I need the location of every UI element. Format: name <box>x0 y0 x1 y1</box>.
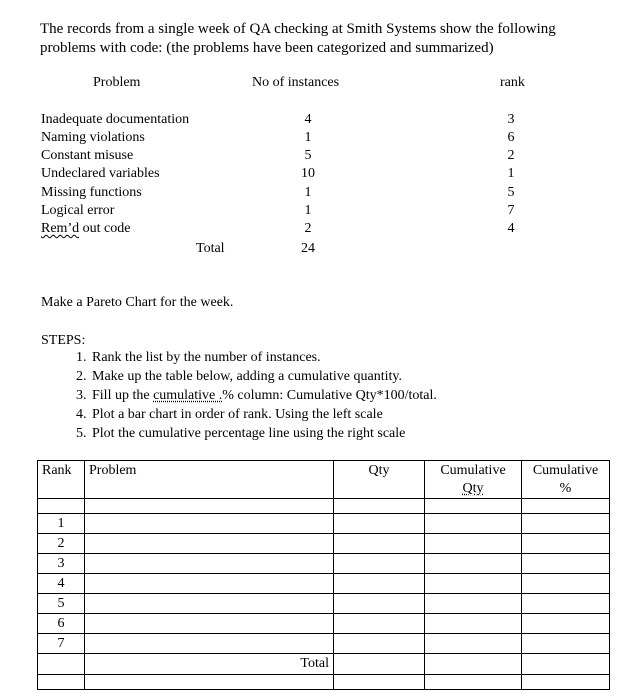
table-cell <box>522 675 610 690</box>
problem-name-part: Rem’d <box>41 221 80 236</box>
table-cell <box>425 514 522 534</box>
step-text: % column: Cumulative Qty*100/total. <box>222 388 437 403</box>
table-cell <box>38 654 85 675</box>
intro-paragraph: The records from a single week of QA checking at Smith Systems show the following problems with code: (the problems have been categorized and summarized) <box>40 21 556 56</box>
instance-count: 1 <box>304 130 312 145</box>
table-cell <box>522 499 610 514</box>
table-cell <box>425 654 522 675</box>
problem-name: Logical error <box>41 203 115 218</box>
rank-value: 5 <box>507 185 515 200</box>
problem-column-header: Problem <box>85 461 334 499</box>
table-cell <box>425 594 522 614</box>
table-cell <box>334 514 425 534</box>
table-cell <box>522 614 610 634</box>
qty-column-header: Qty <box>334 461 425 499</box>
rank-column-header: Rank <box>38 461 85 499</box>
problem-name-part: out code <box>79 221 131 236</box>
pareto-instruction: Make a Pareto Chart for the week. <box>41 295 234 310</box>
table-cell <box>425 554 522 574</box>
problem-name: Inadequate documentation <box>41 112 190 127</box>
problem-name: Naming violations <box>41 130 145 145</box>
table-row <box>38 675 610 690</box>
table-cell <box>522 574 610 594</box>
table-cell <box>522 554 610 574</box>
table-cell <box>85 499 334 514</box>
problem-name: Undeclared variables <box>41 166 160 181</box>
rank-cell: 5 <box>38 594 85 614</box>
table-cell <box>522 514 610 534</box>
table-cell <box>522 634 610 654</box>
table-cell <box>38 499 85 514</box>
table-cell <box>334 675 425 690</box>
table-cell <box>425 534 522 554</box>
problem-name <box>41 221 130 237</box>
table-row <box>38 594 610 614</box>
step-item: 2. Make up the table below, adding a cumulative quantity. <box>90 367 437 386</box>
table-row <box>38 499 610 514</box>
table-cell <box>425 499 522 514</box>
rank-value: 6 <box>507 130 515 145</box>
steps-heading: STEPS: <box>41 333 86 348</box>
table-row <box>38 614 610 634</box>
table-cell <box>85 554 334 574</box>
table-header-row <box>38 461 610 499</box>
problem-name: Constant misuse <box>41 148 134 163</box>
instance-count: 2 <box>304 221 312 236</box>
table-cell <box>425 574 522 594</box>
step-text: Fill up the <box>92 388 154 403</box>
instance-count: 5 <box>304 148 312 163</box>
rank-cell: 4 <box>38 574 85 594</box>
rank-value: 2 <box>507 148 515 163</box>
rank-value: 1 <box>507 166 515 181</box>
rank-cell: 6 <box>38 614 85 634</box>
table-total-label: Total <box>85 654 334 675</box>
pareto-table <box>37 460 610 690</box>
table-cell <box>85 594 334 614</box>
table-cell <box>334 634 425 654</box>
table-cell <box>522 534 610 554</box>
instance-count: 1 <box>304 185 312 200</box>
table-row <box>38 534 610 554</box>
header-line: Cumulative <box>532 463 599 478</box>
step-text-underlined: cumulative . <box>153 388 223 403</box>
header-line: Cumulative <box>440 463 506 478</box>
step-item: 5. Plot the cumulative percentage line using the right scale <box>90 424 437 443</box>
table-cell <box>334 499 425 514</box>
total-value: 24 <box>301 241 315 256</box>
table-total-row <box>38 654 610 675</box>
table-cell <box>334 554 425 574</box>
rank-cell: 3 <box>38 554 85 574</box>
table-cell <box>85 634 334 654</box>
table-cell <box>38 675 85 690</box>
table-cell <box>85 534 334 554</box>
rank-cell: 2 <box>38 534 85 554</box>
rank-cell: 1 <box>38 514 85 534</box>
table-cell <box>85 514 334 534</box>
rank-cell: 7 <box>38 634 85 654</box>
table-cell <box>425 634 522 654</box>
table-row <box>38 554 610 574</box>
table-cell <box>425 614 522 634</box>
table-cell <box>85 574 334 594</box>
rank-value: 7 <box>507 203 515 218</box>
step-item <box>90 386 437 405</box>
table-row <box>38 634 610 654</box>
problem-header: Problem <box>93 75 141 90</box>
instance-count: 10 <box>301 166 315 181</box>
problem-name: Missing functions <box>41 185 142 200</box>
table-row <box>38 514 610 534</box>
rank-value: 3 <box>507 112 515 127</box>
instance-count: 1 <box>304 203 312 218</box>
cumulative-qty-header <box>425 461 522 499</box>
header-line: % <box>559 481 572 496</box>
step-item: 1. Rank the list by the number of instances. <box>90 348 437 367</box>
table-cell <box>522 594 610 614</box>
instances-header: No of instances <box>252 75 340 90</box>
rank-header: rank <box>500 75 525 90</box>
rank-value: 4 <box>507 221 515 236</box>
table-cell <box>425 675 522 690</box>
instance-count: 4 <box>304 112 312 127</box>
table-cell <box>334 574 425 594</box>
steps-list <box>52 348 437 443</box>
table-cell <box>334 614 425 634</box>
cumulative-percent-header <box>522 461 610 499</box>
table-cell <box>522 654 610 675</box>
table-cell <box>334 654 425 675</box>
table-cell <box>334 534 425 554</box>
table-row <box>38 574 610 594</box>
header-line: Qty <box>462 481 484 496</box>
step-item: 4. Plot a bar chart in order of rank. Using the left scale <box>90 405 437 424</box>
table-cell <box>334 594 425 614</box>
table-cell <box>85 614 334 634</box>
total-label: Total <box>196 241 225 256</box>
table-cell <box>85 675 334 690</box>
